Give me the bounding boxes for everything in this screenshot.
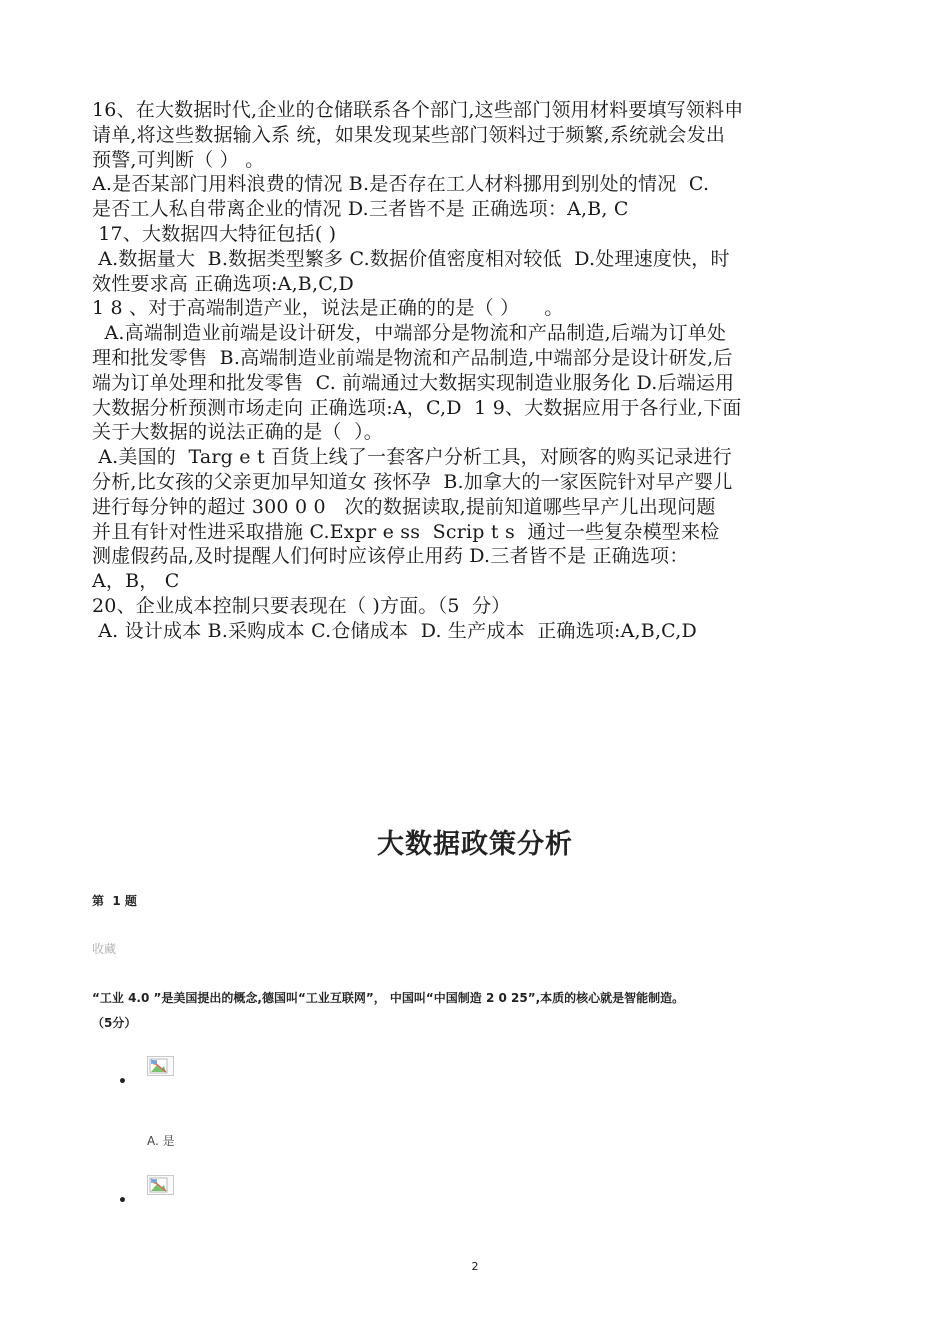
- text-line: 17、大数据四大特征包括( ): [92, 222, 337, 245]
- answer-key-text: [92, 98, 862, 644]
- text-line: A.数据量大 B.数据类型繁多 C.数据价值密度相对较低 D.处理速度快，时: [92, 247, 730, 270]
- question-text: [92, 986, 872, 1036]
- text-line: 测虚假药品,及时提醒人们何时应该停止用药 D.三者皆不是 正确选项：: [92, 545, 689, 568]
- text-line: 关于大数据的说法正确的是（ ）。: [92, 421, 383, 444]
- text-line: A，B， C: [92, 570, 180, 593]
- text-line: A. 设计成本 B.采购成本 C.仓储成本 D. 生产成本 正确选项:A,B,C,D: [92, 619, 697, 642]
- text-line: 请单,将这些数据输入系 统，如果发现某些部门领料过于频繁,系统就会发出: [92, 123, 726, 146]
- option-a-label[interactable]: A. 是: [147, 1134, 175, 1148]
- text-line: 分析,比女孩的父亲更加早知道女 孩怀孕 B.加拿大的一家医院针对早产婴儿: [92, 470, 733, 493]
- question-points: （5分）: [92, 1016, 137, 1030]
- text-line: 16、在大数据时代,企业的仓储联系各个部门,这些部门领用材料要填写领料申: [92, 99, 744, 121]
- broken-image-icon: [147, 1175, 174, 1195]
- text-line: 进行每分钟的超过 300 0 0 次的数据读取,提前知道哪些早产儿出现问题: [92, 495, 716, 518]
- question-number: 第 1 题: [92, 894, 137, 908]
- section-title: 大数据政策分析: [377, 829, 573, 860]
- option-bullet: •: [118, 1193, 127, 1209]
- text-line: A.是否某部门用料浪费的情况 B.是否存在工人材料挪用到别处的情况 C.: [92, 173, 710, 196]
- text-line: 大数据分析预测市场走向 正确选项:A，C,D 1 9、大数据应用于各行业,下面: [92, 396, 742, 419]
- favorite-link[interactable]: 收藏: [92, 942, 117, 956]
- text-line: 是否工人私自带离企业的情况 D.三者皆不是 正确选项：A,B, C: [92, 198, 629, 221]
- page-number: 2: [471, 1260, 479, 1273]
- text-line: 20、企业成本控制只要表现在（ )方面。（5 分）: [92, 594, 511, 617]
- text-line: 端为订单处理和批发零售 C. 前端通过大数据实现制造业服务化 D.后端运用: [92, 371, 735, 394]
- text-line: 1 8 、对于高端制造产业，说法是正确的的是（ ） 。: [92, 297, 564, 320]
- broken-image-icon: [147, 1056, 174, 1076]
- text-line: 预警,可判断（ ） 。: [92, 148, 265, 171]
- text-line: A.美国的 Targ e t 百货上线了一套客户分析工具，对顾客的购买记录进行: [92, 446, 732, 469]
- text-line: 理和批发零售 B.高端制造业前端是物流和产品制造,中端部分是设计研发,后: [92, 346, 733, 369]
- text-line: A.高端制造业前端是设计研发，中端部分是物流和产品制造,后端为订单处: [92, 322, 727, 345]
- option-bullet: •: [118, 1074, 127, 1090]
- question-text-line: “工业 4.0 ”是美国提出的概念,德国叫“工业互联网”， 中国叫“中国制造 2 0 25”,本质的核心就是智能制造。: [92, 991, 685, 1005]
- text-line: 并且有针对性进采取措施 C.Expr e ss Scrip t s 通过一些复杂模型来检: [92, 520, 720, 543]
- text-line: 效性要求高 正确选项:A,B,C,D: [92, 272, 354, 295]
